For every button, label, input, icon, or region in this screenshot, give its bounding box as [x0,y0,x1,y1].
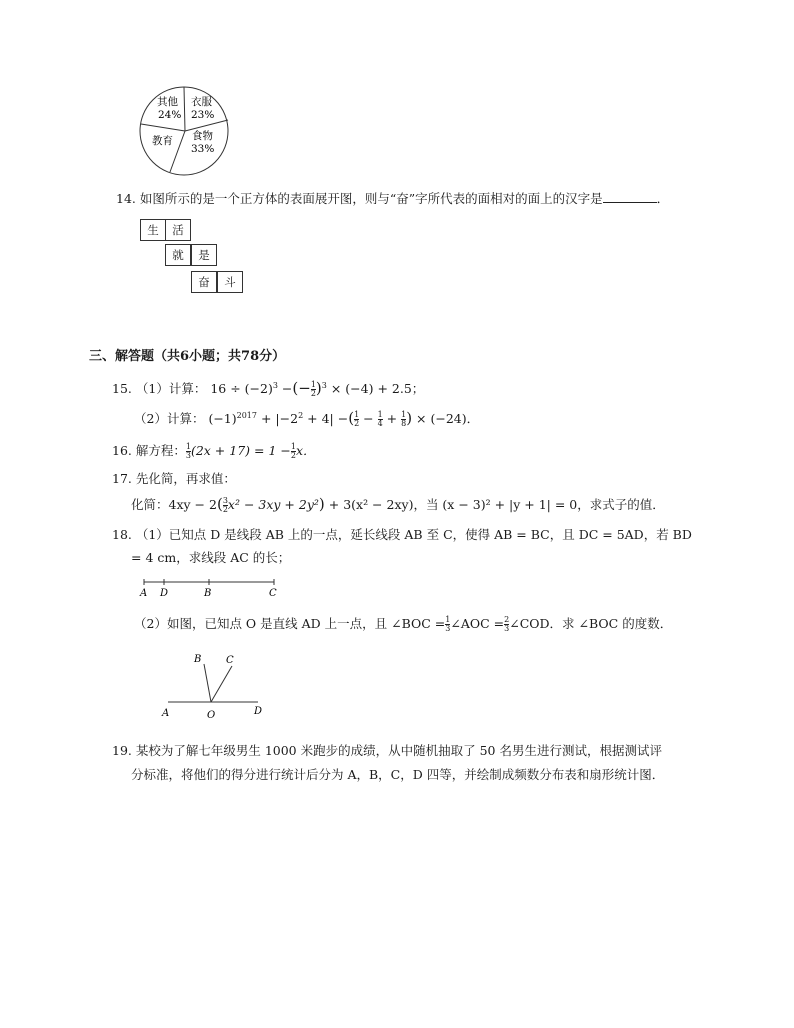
ang-label-o: O [207,710,216,721]
q15-p1-half-frac: $\frac{1}{2}$ [310,380,316,398]
q16 [112,441,316,460]
q15-p2-frac-eighth: $\frac{1}{8}$ [401,410,407,428]
q16-tail: x． [295,443,316,458]
q16-prefix: 16. 解方程： [112,443,186,458]
q15-p1-exp-c: 3 [321,380,327,390]
seg-label-c: C [269,588,277,599]
pie-label-clothes: 衣服 [191,96,212,108]
q18-p2-tail: ∠COD．求 ∠BOC 的度数． [509,616,673,631]
q15-p2-expr-a: (−1) [208,411,237,426]
ang-label-b: B [194,654,202,665]
pie-chart [137,84,237,180]
segment-figure [138,576,288,600]
q17-line2: 化简：4xy − 2( $\frac{3}{2}$ x² − 3xy + 2y²) + 3(x² − 2xy)，当 (x − 3)² + |y + 1| = 0，求式子的值． [131,495,665,514]
q15-p2-frac-quarter: $\frac{1}{4}$ [377,410,383,428]
q16-frac-half: $\frac{1}{2}$ [290,442,296,460]
q15-p1-paren: (− [292,379,311,397]
q14-end: ． [656,191,670,206]
q15-p2-exp-a: 2017 [236,410,257,420]
q18-frac-two-thirds: $\frac{2}{3}$ [504,615,510,633]
q14-answer-blank[interactable] [603,191,657,203]
q19-line1: 19. 某校为了解七年级男生 1000 米跑步的成绩，从中随机抽取了 50 名男生进行测试，根据测试评 [112,743,662,758]
q15-p2-exp-b: 2 [298,410,304,420]
q15-p2-prefix: （2）计算： [134,411,205,426]
ang-label-a: A [162,708,170,719]
q18-p2-prefix: （2）如图，已知点 O 是直线 AD 上一点，且 ∠BOC = [134,616,446,631]
net-cell-3: 就 [165,244,191,266]
q17-line1: 17. 先化简，再求值： [112,471,236,486]
section-3-title: 三、解答题（共6小题；共78分） [89,349,286,364]
q15-p2-expr-b: + |−2 [260,411,299,426]
pie-label-food: 食物 [192,130,213,142]
q18-p1-line1: 18. （1）已知点 D 是线段 AB 上的一点，延长线段 AB 至 C，使得 AB = BC，且 DC = 5AD，若 BD [112,527,692,542]
q14-text [116,189,669,207]
net-cell-5: 奋 [191,271,217,293]
q15-p1-exp-a: 3 [272,380,278,390]
q15-p2-frac-half: $\frac{1}{2}$ [354,410,360,428]
net-cell-4: 是 [191,244,217,266]
seg-label-d: D [160,588,169,599]
q16-expr: (2x + 17) = 1 − [190,443,291,458]
q17-frac: $\frac{3}{2}$ [222,496,228,514]
pie-pct-other: 24% [158,109,182,121]
net-cell-1: 生 [140,219,166,241]
q15-p2-expr-d: × (−24)． [416,411,480,426]
ray-ob [204,664,211,702]
q15-p1-expr-c: × (−4) + 2.5； [330,381,425,396]
q15-num: 15. [112,381,132,396]
seg-label-b: B [204,588,212,599]
q15-p1-expr-a: 16 ÷ (−2) [210,381,273,396]
net-cell-2: 活 [165,219,191,241]
q15-part2: （2）计算： $(-1)^{2017} + |-2^2 + 4|$ −( $\frac{1}{2}$ − $\frac{1}{4}$ + $\frac{1}{8}$ ) × (−24)． [134,409,480,428]
q18-p2-mid: ∠AOC = [450,616,505,631]
q14-question: 14. 如图所示的是一个正方体的表面展开图，则与“奋”字所代表的面相对的面上的汉字是 [116,191,603,206]
q18-part2 [134,614,672,633]
angle-figure [160,650,270,722]
q18-p1-line2: = 4 cm，求线段 AC 的长； [131,550,291,565]
pie-label-other: 其他 [157,96,178,108]
q15-part1: 15. （1）计算： $16 \div (-2)^3$ −(− $\frac{1}{2}$ )$^3$ × (−4) + 2.5； [112,379,425,398]
pie-pct-food: 33% [191,143,215,155]
seg-label-a: A [140,588,148,599]
pie-label-education: 教育 [152,135,173,147]
q17-after: + 3(x² − 2xy)，当 (x − 3)² + |y + 1| = 0，求式子的值． [328,497,665,512]
q19-line2: 分标准，将他们的得分进行统计后分为 A，B，C，D 四等，并绘制成频数分布表和扇形统计图． [131,767,665,782]
ray-oc [211,666,232,702]
q18-frac-third: $\frac{1}{3}$ [445,615,451,633]
q17-mid: x² − 3xy + 2y² [227,497,319,512]
ang-label-c: C [226,655,234,666]
ang-label-d: D [254,706,263,717]
net-cell-6: 斗 [217,271,243,293]
q15-p1-expr-b: − [281,381,293,396]
q17-prefix: 化简：4xy − 2 [131,497,217,512]
q16-frac-third: $\frac{1}{3}$ [185,442,191,460]
q15-p2-expr-c: + 4| − [307,411,349,426]
pie-pct-clothes: 23% [191,109,215,121]
q15-p1-prefix: （1）计算： [135,381,207,396]
